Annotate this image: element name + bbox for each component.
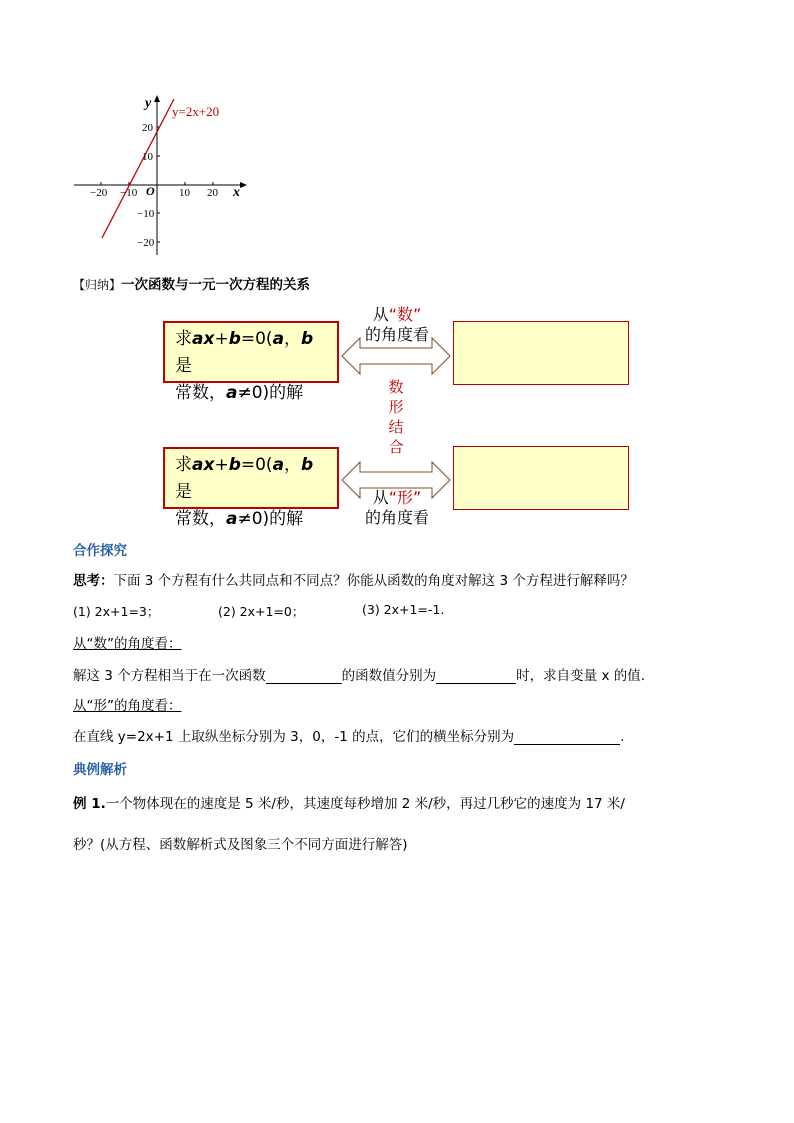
box-text: b: [228, 455, 241, 475]
equation-2: (2) 2x+1=0；: [218, 604, 305, 619]
box-text: ，: [284, 329, 302, 349]
box-text: ≠0)的解: [237, 509, 304, 529]
grid-axes: [74, 95, 247, 255]
top-arrow-label: [352, 305, 442, 345]
box-text: b: [301, 329, 314, 349]
center-char: 数: [388, 378, 404, 396]
think-label: 思考：: [73, 573, 114, 589]
bottom-arrow-label: [352, 488, 442, 528]
equation-1: (1) 2x+1=3；: [73, 604, 160, 619]
arrow-label-text: 从: [372, 488, 389, 507]
example-label: 例 1.: [73, 796, 106, 812]
x-tick-label: 10: [179, 187, 190, 199]
box-text: =0(: [240, 455, 273, 475]
y-axis-name: y: [145, 96, 152, 111]
summary-title: [73, 273, 310, 293]
box-text: ax: [192, 329, 215, 349]
box-text: a: [272, 329, 285, 349]
summary-tag: 【归纳】: [73, 278, 122, 292]
blank-function[interactable]: [266, 669, 342, 684]
linear-function-graph: [70, 90, 260, 260]
example-1-line-2: 秒？(从方程、函数解析式及图象三个不同方面进行解答): [73, 837, 408, 853]
x-tick-label: 20: [207, 187, 218, 199]
box-text: +: [214, 455, 229, 475]
box-text: 求: [175, 329, 192, 349]
center-char: 结: [388, 418, 404, 436]
y-tick-label: 20: [142, 122, 153, 134]
line-label: y=2x+20: [172, 104, 220, 119]
equation-3: (3) 2x+1=-1.: [362, 602, 445, 617]
box-text: a: [272, 455, 285, 475]
box-text: b: [228, 329, 241, 349]
shape-view-part: .: [620, 729, 625, 745]
x-axis-arrow: [240, 182, 247, 188]
box-text: 常数，: [175, 509, 226, 529]
think-text: 下面 3 个方程有什么共同点和不同点？你能从函数的角度对解这 3 个方程进行解释吗？: [113, 573, 634, 589]
y-axis-arrow: [154, 95, 160, 102]
box-text: a: [226, 509, 238, 529]
x-tick-label: −20: [90, 187, 108, 199]
shape-view-part: 在直线 y=2x+1 上取纵坐标分别为 3，0，-1 的点，它们的横坐标分别为: [73, 729, 515, 745]
y-tick-label: −10: [137, 208, 155, 220]
box-text: 求: [175, 455, 192, 475]
box-text: b: [301, 455, 314, 475]
number-view-text: [73, 664, 645, 684]
box-text: +: [214, 329, 229, 349]
box-text: ≠0)的解: [237, 383, 304, 403]
box-text: 常数，: [175, 383, 226, 403]
blank-abscissas[interactable]: [514, 730, 620, 745]
number-shape-combine: [386, 377, 406, 457]
center-char: 合: [388, 438, 404, 456]
equation-box-bottom: [163, 447, 339, 529]
arrow-label-text: 的角度看: [364, 508, 429, 527]
number-view-part: 的函数值分别为: [341, 668, 437, 684]
think-question: [73, 569, 634, 589]
arrow-label-quote: “数”: [388, 305, 422, 324]
origin-label: O: [146, 184, 155, 198]
example-heading: 典例解析: [73, 762, 127, 778]
answer-box-top: [453, 321, 629, 385]
equation-box-top: [163, 321, 339, 403]
arrow-label-text: 从: [372, 305, 389, 324]
box-text: 是: [175, 356, 192, 376]
y-tick-label: −20: [137, 237, 155, 249]
answer-box-bottom: [453, 446, 629, 510]
number-view-part: 解这 3 个方程相当于在一次函数: [73, 668, 266, 684]
x-tick-label: −10: [120, 187, 138, 199]
box-text: a: [226, 383, 238, 403]
arrow-label-text: 的角度看: [364, 325, 429, 344]
box-text: ，: [284, 455, 302, 475]
x-axis-name: x: [233, 185, 240, 200]
number-view-part: 时，求自变量 x 的值.: [516, 668, 646, 684]
example-text: 一个物体现在的速度是 5 米/秒，其速度每秒增加 2 米/秒，再过几秒它的速度为 17 米/: [105, 796, 625, 812]
explore-heading: 合作探究: [73, 543, 127, 559]
center-char: 形: [388, 398, 404, 416]
number-view-heading: 从“数”的角度看：: [73, 636, 182, 652]
box-text: ax: [192, 455, 215, 475]
arrow-label-quote: “形”: [388, 488, 422, 507]
shape-view-text: [73, 725, 624, 745]
summary-heading: 一次函数与一元一次方程的关系: [121, 277, 311, 293]
box-text: =0(: [240, 329, 273, 349]
y-tick-label: 10: [142, 151, 153, 163]
example-1-line-1: [73, 792, 625, 812]
shape-view-heading: 从“形”的角度看：: [73, 698, 182, 714]
blank-values[interactable]: [436, 669, 516, 684]
box-text: 是: [175, 482, 192, 502]
